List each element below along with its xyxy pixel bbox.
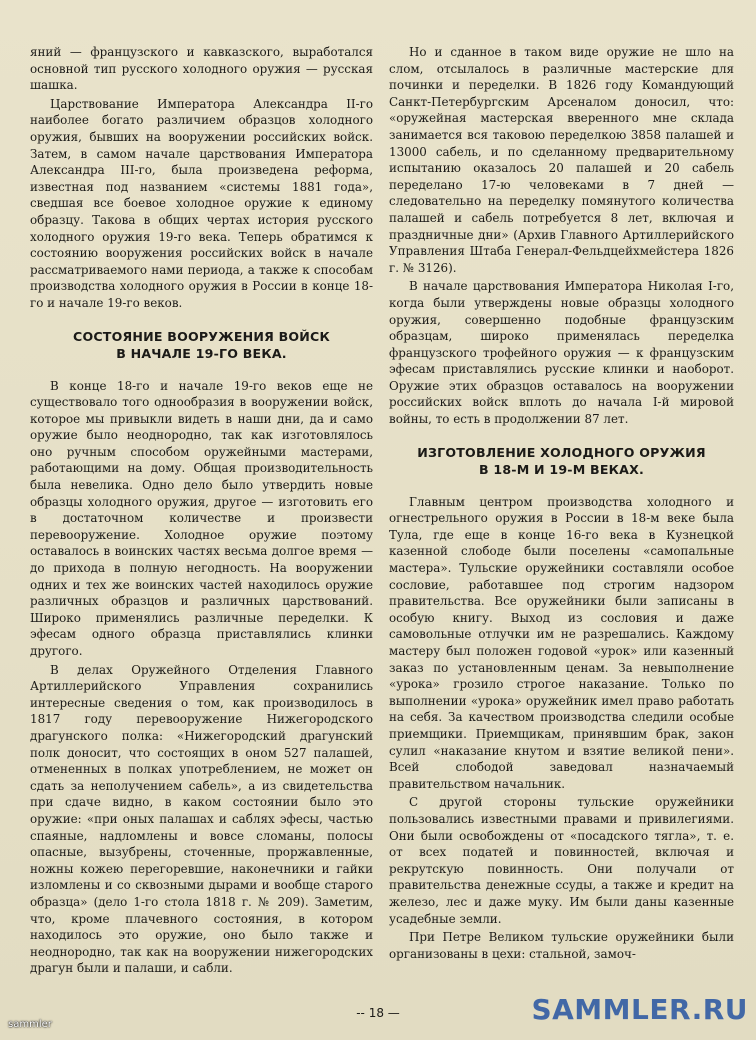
paragraph: Но и сданное в таком виде оружие не шло на слом, отсылалось в различные мастерские для починки и переделки. В 1826 году Командующий Санкт-Петербургским Арсеналом доносил, что: «оружейная мастерская вверенного мне склада занимается вся таковою переделкою 3858 палашей и 13000 сабель, и по сделанному предварительному испытанию оказалось 20 палашей и 20 сабель переделано 17-ю человеками в 7 дней — следовательно на переделку помянутого количества палашей и сабель потребуется 8 лет, включая и праздничные дни» (Архив Главного Артиллерийского Управления Штаба Генерал-Фельдцейхмейстера 1826 г. № 3126). <box>389 45 734 275</box>
section-heading-line: СОСТОЯНИЕ ВООРУЖЕНИЯ ВОЙСК <box>73 328 330 344</box>
section-heading-line: ИЗГОТОВЛЕНИЕ ХОЛОДНОГО ОРУЖИЯ <box>417 444 706 460</box>
paragraph: В делах Оружейного Отделения Главного Артиллерийского Управления сохранились интересные сведения о том, как производилось в 1817 году перевооружение Нижегородского драгунского полка: «Нижегородский драгунский полк доносит, что состоящих в оном 527 палашей, отмененных в полках употреблением, не может он сдать за неполучением сабель», а из свидетельства при сдаче видно, в каком состоянии было это оружие: «при оных палашах и саблях эфесы, частью спаяные, надломлены и вовсе сломаны, полосы опасные, вызубрены, сточенные, проржавленные, ножны кожею перегоревшие, наконечники и гайки изломлены и со сквозными дырами и вообще старого образца» (дело 1-го стола 1818 г. № 209). Заметим, что, кроме плачевного состояния, в котором находилось это оружие, оно было также и неоднородно, так как на вооружении нижегородских драгун были и палаши, и сабли. <box>30 662 373 976</box>
section-heading-line: В НАЧАЛЕ 19-ГО ВЕКА. <box>116 345 287 361</box>
paragraph: Главным центром производства холодного и огнестрельного оружия в России в 18-м веке была Тула, где еще в конце 16-го века в Кузнецкой казенной слободе были поселены «самопальные мастера». Тульские оружейники составляли особое сословие, работавшее под строгим надзором правительства. Все оружейники были записаны в особую книгу. Выход из сословия и даже самовольные отлучки им не разрешались. Каждому мастеру был положен годовой «урок» или казенный заказ по установленным ценам. За невыполнение «урока» грозило строгое наказание. Только по выполнении «урока» оружейник имел право работать на себя. За качеством производства следили особые приемщики. Приемщикам, принявшим брак, закон сулил «наказание кнутом и взятие великой пени». Всей слободой заведовал назначаемый правительством начальник. <box>389 494 734 791</box>
paragraph: При Петре Великом тульские оружейники были организованы в цехи: стальной, замоч- <box>389 930 734 961</box>
watermark-right: SAMMLER.RU <box>531 993 748 1026</box>
paragraph: С другой стороны тульские оружейники пользовались известными правами и привилегиями. Они были освобождены от «посадского тягла», т. е. от всех податей и повинностей, включая и рекрутскую повинность. Они получали от правительства денежные ссуды, а также и кредит на железо, лес и даже муку. Им были даны казенные усадебные земли. <box>389 795 734 926</box>
paragraph: В начале царствования Императора Николая I-го, когда были утверждены новые образцы холодного оружия, совершенно подобные французским образцам, широко применялась переделка французского трофейного оружия — к французским эфесам приставлялись русские клинки и наоборот. Оружие этих образцов оставалось на вооружении российских войск вплоть до начала I-й мировой войны, то есть в продолжении 87 лет. <box>389 279 734 427</box>
watermark-left: sammler <box>8 1019 52 1030</box>
page-number: -- 18 — <box>356 1006 400 1020</box>
section-heading <box>30 328 373 362</box>
left-column <box>30 44 373 979</box>
paragraph: Царствование Императора Александра II-го наиболее богато различием образцов холодного оружия, бывших на вооружении российских войск. Затем, в самом начале царствования Императора Александра III-го, была произведена реформа, известная под названием «системы 1881 года», сведшая все боевое холодное оружие к единому образцу. Такова в общих чертах история русского холодного оружия 19-го века. Теперь обратимся к состоянию вооружения российских войск в начале рассматриваемого нами периода, а также к способам производства холодного оружия в России в конце 18-го и начале 19-го веков. <box>30 96 373 310</box>
section-heading-line: В 18-М И 19-М ВЕКАХ. <box>479 461 644 477</box>
section-heading <box>389 444 734 478</box>
right-column <box>389 44 734 964</box>
paragraph: яний — французского и кавказского, выработался основной тип русского холодного оружия — русская шашка. <box>30 45 373 93</box>
paragraph: В конце 18-го и начале 19-го веков еще не существовало того однообразия в вооружении войск, которое мы привыкли видеть в наши дни, да и само оружие было неоднородно, так как изготовлялось оно ручным способом оружейными мастерами, работающими на дому. Общая производительность была невелика. Одно дело было утвердить новые образцы холодного оружия, другое — изготовить его в достаточном количестве и произвести перевооружение. Холодное оружие поэтому оставалось в воинских частях весьма долгое время — до прихода в полную негодность. На вооружении одних и тех же воинских частей находилось оружие различных образцов и различных царствований. Широко применялись различные переделки. К эфесам одного образца приставлялись клинки другого. <box>30 378 373 658</box>
